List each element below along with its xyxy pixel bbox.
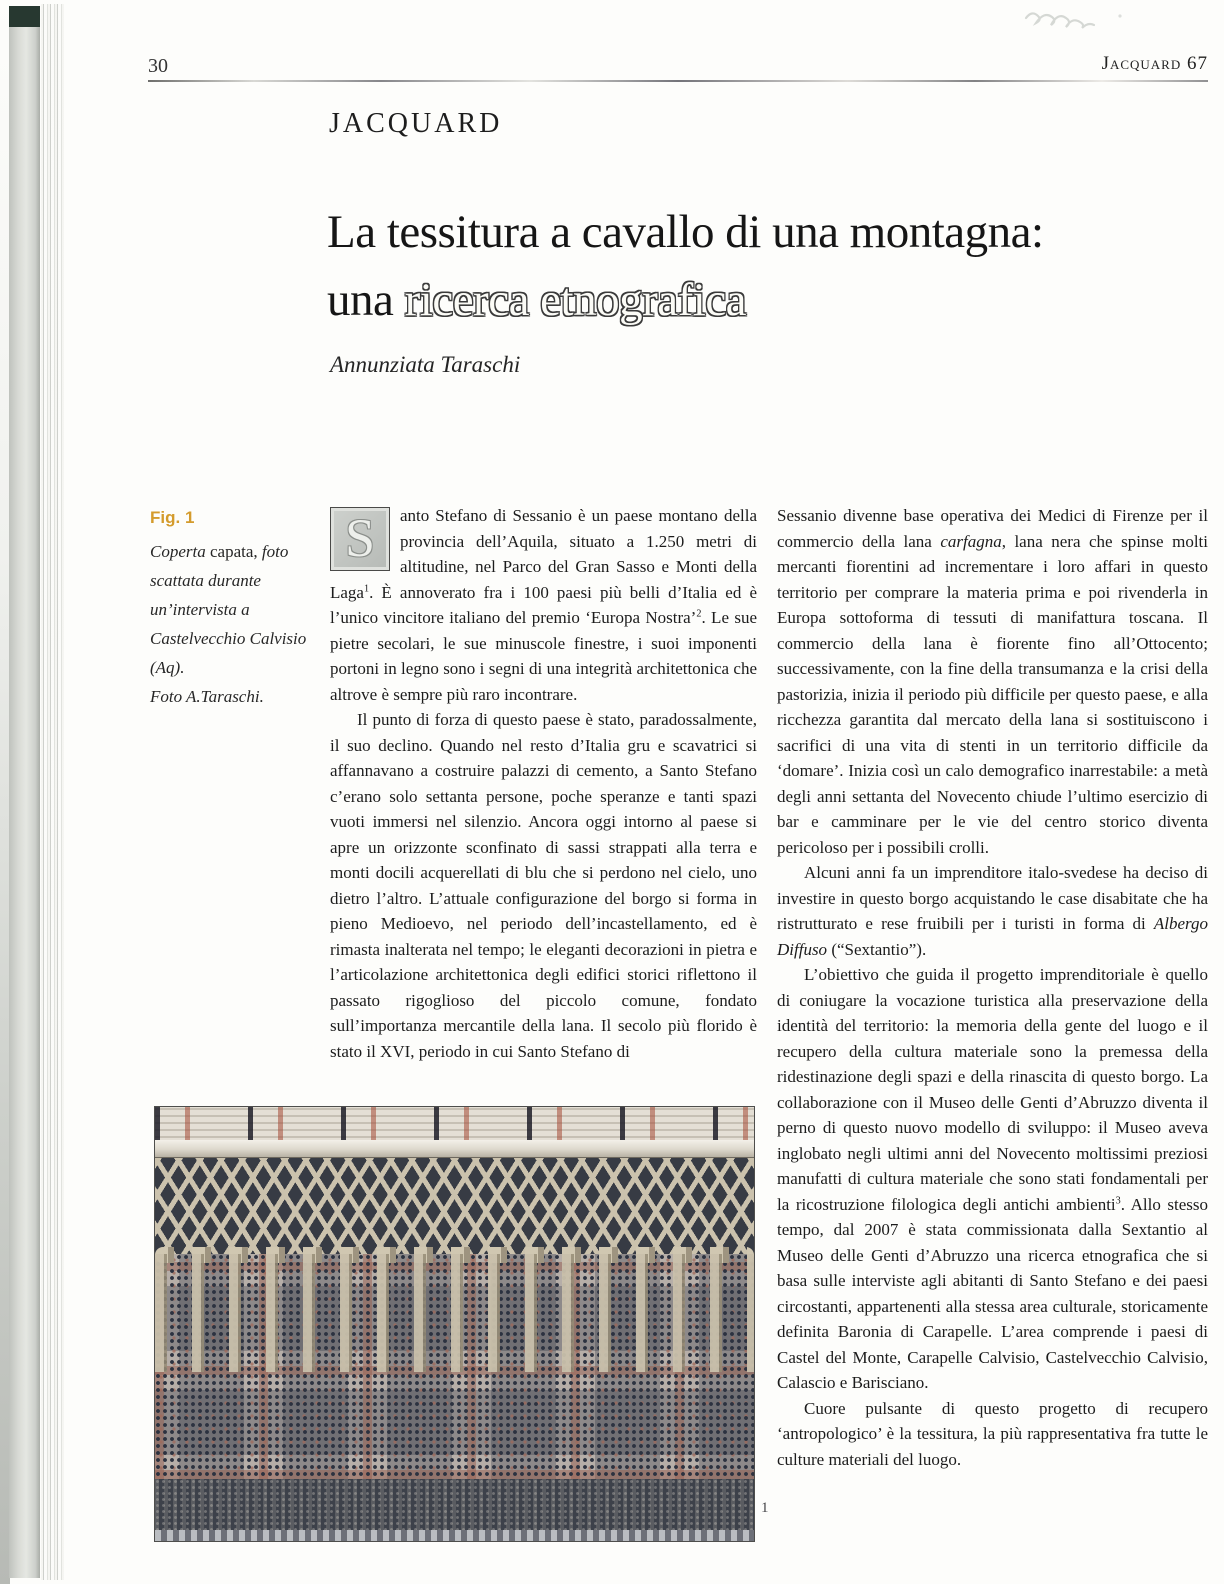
paragraph: Sessanio divenne base operativa dei Medici di Firenze per il commercio della lana carfagna, lana nera che spinse molti mercanti fiorentini ad incrementare i loro affari in questo territorio per comprare la materia prima e poi rivenderla in Europa sottoforma di tessuti di manifattura toscana. Il commercio della lana è fiorente fino all’Ottocento; successivamente, con la fine della transumanza e la crisi della pastorizia, inizia il periodo più difficile per questo paese, e alla ricchezza garantita dal mercato della lana si sostituiscono i sacrifici di una vita di stenti in un territorio difficile da ‘domare’. Inizia così un calo demografico inarrestabile: a metà degli anni settanta del Novecento chiude l’ultimo esercizio di bar e camminare per le vie del centro storico diventa pericoloso per i possibili crolli. xyxy=(777,506,1208,857)
figure-caption xyxy=(150,503,338,711)
figure-marker: 1 xyxy=(761,1500,769,1516)
article-column-2 xyxy=(777,503,1208,1472)
photo-hem-roll xyxy=(155,1140,754,1158)
paragraph: Foto A.Taraschi. xyxy=(150,687,264,706)
paragraph: Il punto di forza di questo paese è stato, paradossalmente, il suo declino. Quando nel resto d’Italia gru e scavatrici si affannavano a costruire palazzi di cemento, a Santo Stefano c’erano solo settanta persone, poche speranze e tanti spazi vuoti immersi nel silenzio. Ancora oggi intorno al paese si apre un orizzonte sconfinato di sassi strappati alla terra e monti docili acquerellati di blu che si perdono nel cielo, uno dietro l’altro. L’attuale configurazione del borgo si forma in pieno Medioevo, nel periodo dell’incastellamento, ed è rimasta inalterata nel tempo; le eleganti decorazioni in pietra e l’articolazione architettonica degli edifici storici riflettono il passato rigoglioso del piccolo comune, fondato sull’importanza mercantile della lana. Il secolo più florido è stato il XVI, periodo in cui Santo Stefano di xyxy=(330,710,757,1061)
header-rule xyxy=(148,80,1208,82)
photo-fringe-tassels xyxy=(155,1254,754,1372)
section-label: JACQUARD xyxy=(329,108,503,139)
paragraph: Coperta capata, foto scattata durante un’intervista a Castelvecchio Calvisio (Aq). xyxy=(150,542,307,677)
pencil-smudge xyxy=(1020,2,1130,32)
title-line-2 xyxy=(327,266,1044,334)
article-column-1 xyxy=(330,503,757,1064)
title-line-1: La tessitura a cavallo di una montagna: xyxy=(327,206,1044,258)
author-byline: Annunziata Taraschi xyxy=(330,352,521,377)
photo-bottom-edge xyxy=(155,1530,754,1541)
running-header: Jacquard 67 xyxy=(1101,53,1208,74)
photo-lattice-band xyxy=(155,1158,754,1254)
figure-label: Fig. 1 xyxy=(150,508,195,527)
page-number: 30 xyxy=(148,55,168,77)
spine-top-band xyxy=(9,6,40,27)
paragraph: Alcuni anni fa un imprenditore italo-svedese ha deciso di investire in questo borgo acquistando le case disabitate che ha ristrutturato e rese fruibili per i turisti in forma di Albergo Diffuso (“Sextantio”). xyxy=(777,863,1208,959)
paragraph: L’obiettivo che guida il progetto imprenditoriale è quello di coniugare la vocazione turistica alla preservazione della identità del territorio: la memoria della gente del luogo e il recupero della cultura materiale sono la premessa della ridestinazione degli spazi e della rinascita di questo borgo. La collaborazione con il Museo delle Genti d’Abruzzo diventa il perno di questo nuovo modello di sviluppo: il Museo aveva inglobato negli ultimi anni del Novecento moltissimi preziosi manufatti di cultura materiale che sono stati fondamentali per la ricostruzione filologica degli antichi ambienti$^3$. Allo stesso tempo, dal 2007 è stata commissionata dalla Sextantio al Museo delle Genti d’Abruzzo una ricerca etnografica che si basa sulle interviste agli abitanti di Santo Stefano e dei paesi circostanti, appartenenti alla stessa area culturale, storicamente definita Baronia di Carapelle. L’area comprende i paesi di Castel del Monte, Carapelle Calvisio, Castelvecchio Calvisio, Calascio e Barisciano. xyxy=(777,965,1208,1392)
caption-text xyxy=(150,537,338,711)
title-line-2-solid: una xyxy=(327,274,405,326)
page-edges xyxy=(41,4,64,1580)
paragraph: Cuore pulsante di questo progetto di recupero ‘antropologico’ è la tessitura, la più rappresentativa fra tutte le culture materiali del luogo. xyxy=(777,1398,1208,1469)
article-title xyxy=(327,198,1044,334)
title-line-2-outlined: ricerca etnografica xyxy=(404,274,747,326)
book-spine xyxy=(9,6,40,1578)
paragraph: anto Stefano di Sessanio è un paese montano della provincia dell’Aquila, situato a 1.250 metri di altitudine, nel Parco del Gran Sasso e Monti della Laga$^1$. È annoverato fra i 100 paesi più belli d’Italia ed è l’unico vincitore italiano del premio ‘Europa Nostra’$^2$. Le sue pietre secolari, le sue minuscole finestre, i suoi imponenti portoni in legno sono i segni di una integrità architettonica che altrove è sempre più raro incontrare. xyxy=(330,506,758,704)
textile-photo xyxy=(155,1107,754,1541)
drop-cap: S xyxy=(330,507,390,571)
